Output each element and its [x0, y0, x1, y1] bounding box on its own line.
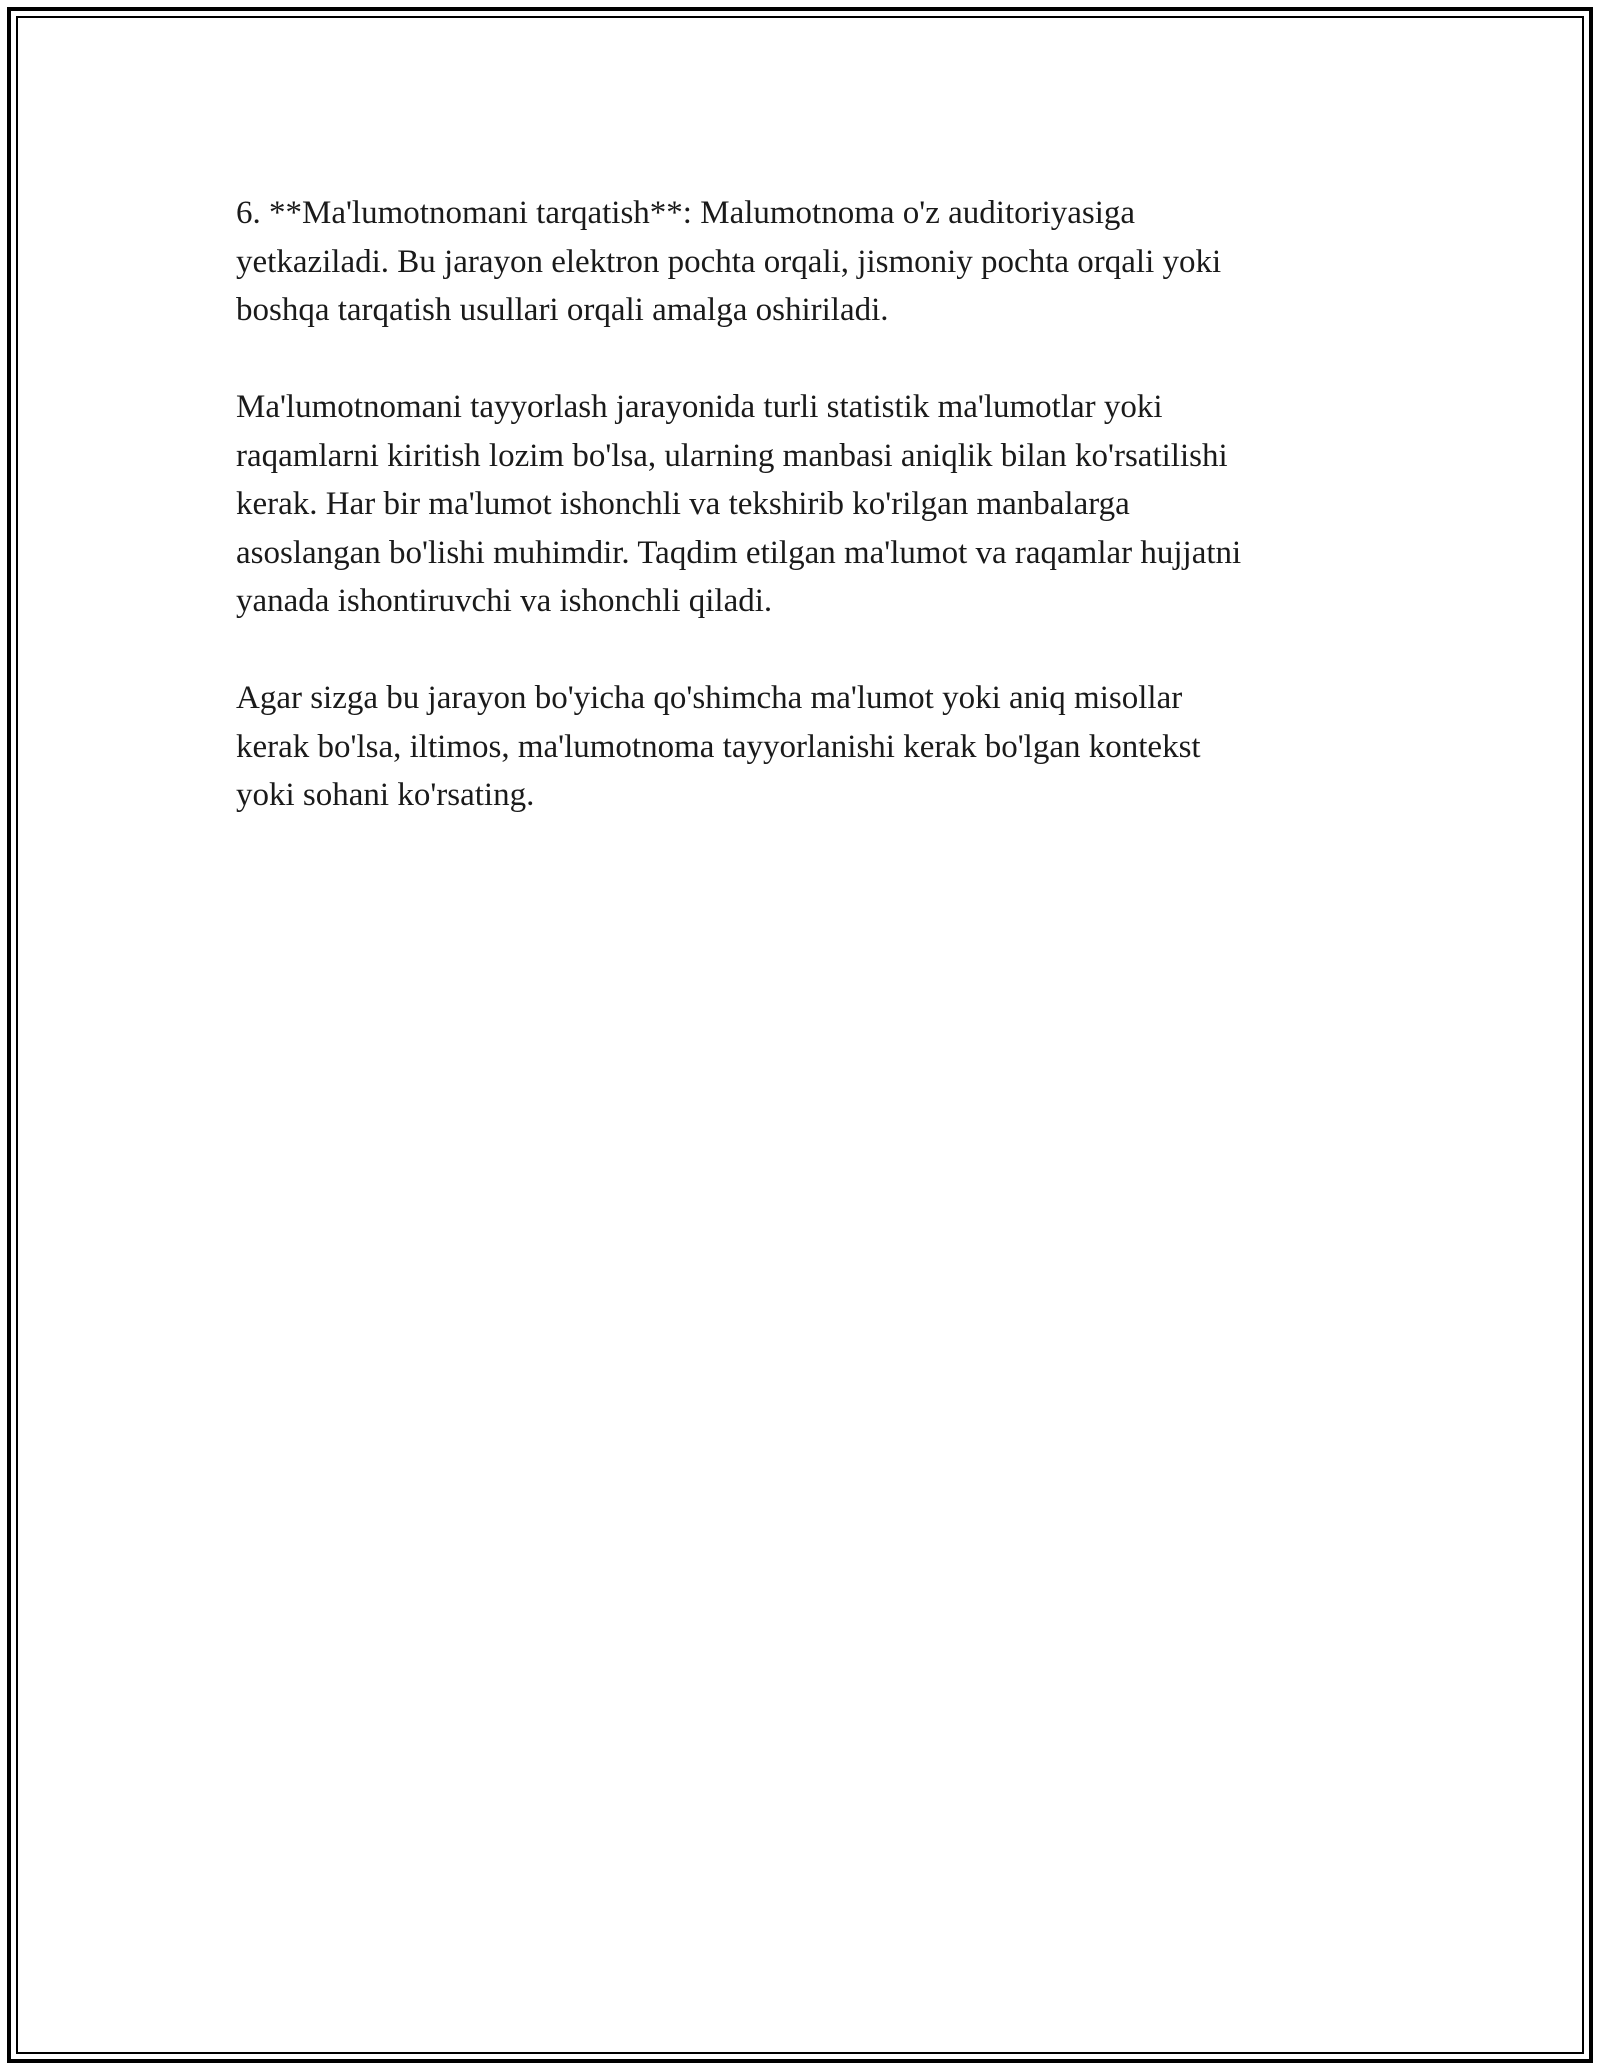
text-line: kerak. Har bir ma'lumot ishonchli va tekshirib ko'rilgan manbalarga [236, 486, 1130, 522]
text-line: yetkaziladi. Bu jarayon elektron pochta orqali, jismoniy pochta orqali yoki [236, 243, 1222, 280]
text-line: kerak bo'lsa, iltimos, ma'lumotnoma tayyorlanishi kerak bo'lgan kontekst [236, 728, 1201, 765]
text-line: Ma'lumotnomani tayyorlash jarayonida turli statistik ma'lumotlar yoki [236, 389, 1163, 425]
text-line: raqamlarni kiritish lozim bo'lsa, ularning manbasi aniqlik bilan ko'rsatilishi [236, 437, 1228, 474]
text-line: yoki sohani ko'rsating. [236, 777, 535, 813]
paragraph-request [236, 674, 1386, 820]
text-line: boshqa tarqatish usullari orqali amalga oshiriladi. [236, 292, 889, 328]
paragraph-distribution [236, 189, 1386, 335]
text-line: Agar sizga bu jarayon bo'yicha qo'shimcha ma'lumot yoki aniq misollar [236, 680, 1183, 716]
text-line: asoslangan bo'lishi muhimdir. Taqdim etilgan ma'lumot va raqamlar hujjatni [236, 534, 1242, 571]
document-body [236, 189, 1386, 868]
paragraph-statistics [236, 383, 1386, 626]
text-line: 6. **Ma'lumotnomani tarqatish**: Malumotnoma o'z auditoriyasiga [236, 195, 1136, 231]
text-line: yanada ishontiruvchi va ishonchli qiladi. [236, 583, 773, 619]
